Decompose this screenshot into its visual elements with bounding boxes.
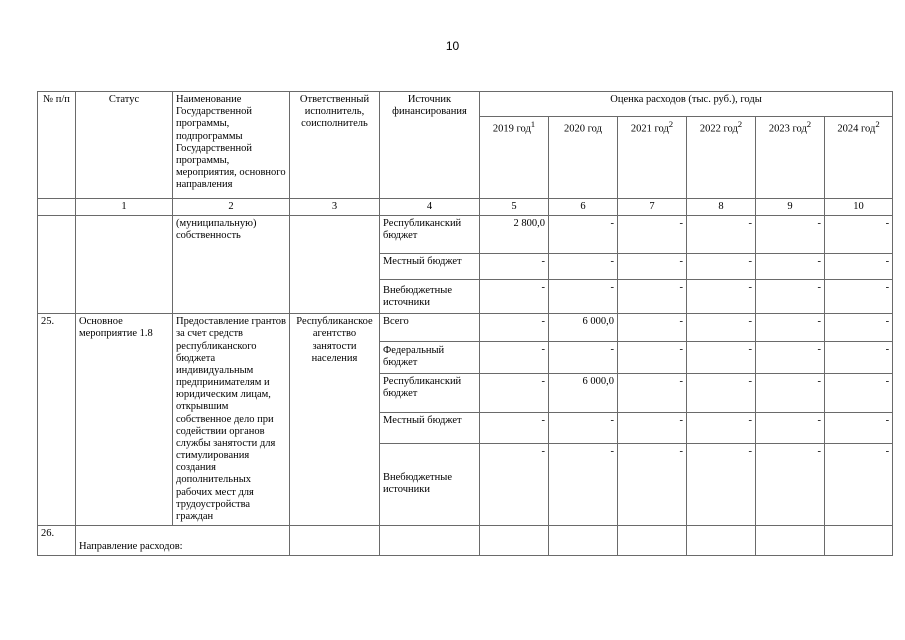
value-cell: -	[618, 412, 687, 443]
table-row	[38, 216, 893, 254]
header-year: 2021 год$^2$	[618, 117, 687, 199]
row-number: 25.	[38, 314, 76, 526]
value-cell: -	[687, 216, 756, 254]
value-cell: -	[618, 373, 687, 412]
item-name: Предоставление грантов за счет средств республиканского бюджета индивидуальным предпринимателям и юридическим лицам, открывшим собственное дело при содействии органов службы занятости для стимулирования создания дополнительных рабочих мест для трудоустройства граждан	[173, 314, 290, 526]
expenditure-table	[37, 91, 893, 556]
col-number	[38, 199, 76, 216]
value-cell: -	[549, 216, 618, 254]
value-cell: -	[687, 314, 756, 342]
value-cell: -	[618, 341, 687, 373]
funding-source: Федеральный бюджет	[380, 341, 480, 373]
funding-source: Внебюджетные источники	[380, 280, 480, 314]
value-cell: -	[549, 254, 618, 280]
header-year: 2024 год$^2$	[825, 117, 893, 199]
value-cell: -	[480, 280, 549, 314]
row-status: Основное мероприятие 1.8	[76, 314, 173, 526]
value-cell: -	[687, 443, 756, 525]
header-responsible: Ответственный исполнитель, соисполнитель	[290, 92, 380, 199]
value-cell: -	[756, 341, 825, 373]
value-cell: -	[825, 216, 893, 254]
col-number: 8	[687, 199, 756, 216]
col-number: 9	[756, 199, 825, 216]
value-cell: -	[756, 373, 825, 412]
col-number: 2	[173, 199, 290, 216]
value-cell: -	[825, 412, 893, 443]
value-cell: -	[618, 280, 687, 314]
row-number: 26.	[38, 526, 76, 556]
header-status: Статус	[76, 92, 173, 199]
value-cell: -	[480, 341, 549, 373]
column-numbers-row	[38, 199, 893, 216]
value-cell: -	[756, 412, 825, 443]
header-year: 2023 год$^2$	[756, 117, 825, 199]
value-cell: -	[687, 280, 756, 314]
value-cell: -	[549, 443, 618, 525]
value-cell: -	[480, 373, 549, 412]
value-cell: -	[756, 314, 825, 342]
value-cell: 6 000,0	[549, 314, 618, 342]
col-number: 3	[290, 199, 380, 216]
value-cell: -	[618, 254, 687, 280]
funding-source: Местный бюджет	[380, 254, 480, 280]
value-cell: -	[825, 373, 893, 412]
value-cell: -	[687, 412, 756, 443]
value-cell: -	[480, 254, 549, 280]
item-name: (муниципальную) собственность	[173, 216, 290, 314]
header-row-1	[38, 92, 893, 117]
funding-source: Местный бюджет	[380, 412, 480, 443]
value-cell: -	[825, 254, 893, 280]
value-cell: -	[825, 280, 893, 314]
value-cell: -	[756, 443, 825, 525]
value-cell: -	[687, 341, 756, 373]
value-cell: -	[549, 280, 618, 314]
value-cell: -	[756, 280, 825, 314]
value-cell: -	[549, 412, 618, 443]
value-cell: -	[825, 443, 893, 525]
funding-source: Республиканский бюджет	[380, 373, 480, 412]
col-number: 6	[549, 199, 618, 216]
col-number: 4	[380, 199, 480, 216]
value-cell: -	[687, 254, 756, 280]
header-estimate: Оценка расходов (тыс. руб.), годы	[480, 92, 893, 117]
value-cell: -	[549, 341, 618, 373]
value-cell: -	[756, 216, 825, 254]
header-year: 2022 год$^2$	[687, 117, 756, 199]
value-cell: 2 800,0	[480, 216, 549, 254]
table-row	[38, 314, 893, 342]
col-number: 1	[76, 199, 173, 216]
funding-source: Республиканский бюджет	[380, 216, 480, 254]
value-cell: -	[618, 443, 687, 525]
value-cell: -	[480, 443, 549, 525]
value-cell: -	[825, 314, 893, 342]
col-number: 5	[480, 199, 549, 216]
header-year: 2019 год$^1$	[480, 117, 549, 199]
value-cell: -	[618, 216, 687, 254]
header-source: Источник финансирования	[380, 92, 480, 199]
col-number: 10	[825, 199, 893, 216]
page-number: 10	[445, 39, 460, 53]
value-cell: 6 000,0	[549, 373, 618, 412]
funding-source: Всего	[380, 314, 480, 342]
value-cell: -	[480, 314, 549, 342]
responsible: Республиканское агентство занятости населения	[290, 314, 380, 526]
funding-source: Внебюджетные источники	[380, 443, 480, 525]
value-cell: -	[480, 412, 549, 443]
table-row	[38, 526, 893, 556]
value-cell: -	[825, 341, 893, 373]
value-cell: -	[618, 314, 687, 342]
expense-direction-label: Направление расходов:	[76, 526, 290, 556]
header-year: 2020 год	[549, 117, 618, 199]
header-num: № п/п	[38, 92, 76, 199]
value-cell: -	[687, 373, 756, 412]
value-cell: -	[756, 254, 825, 280]
header-name: Наименование Государственной программы, подпрограммы Государственной программы, мероприятия, основного направления	[173, 92, 290, 199]
col-number: 7	[618, 199, 687, 216]
